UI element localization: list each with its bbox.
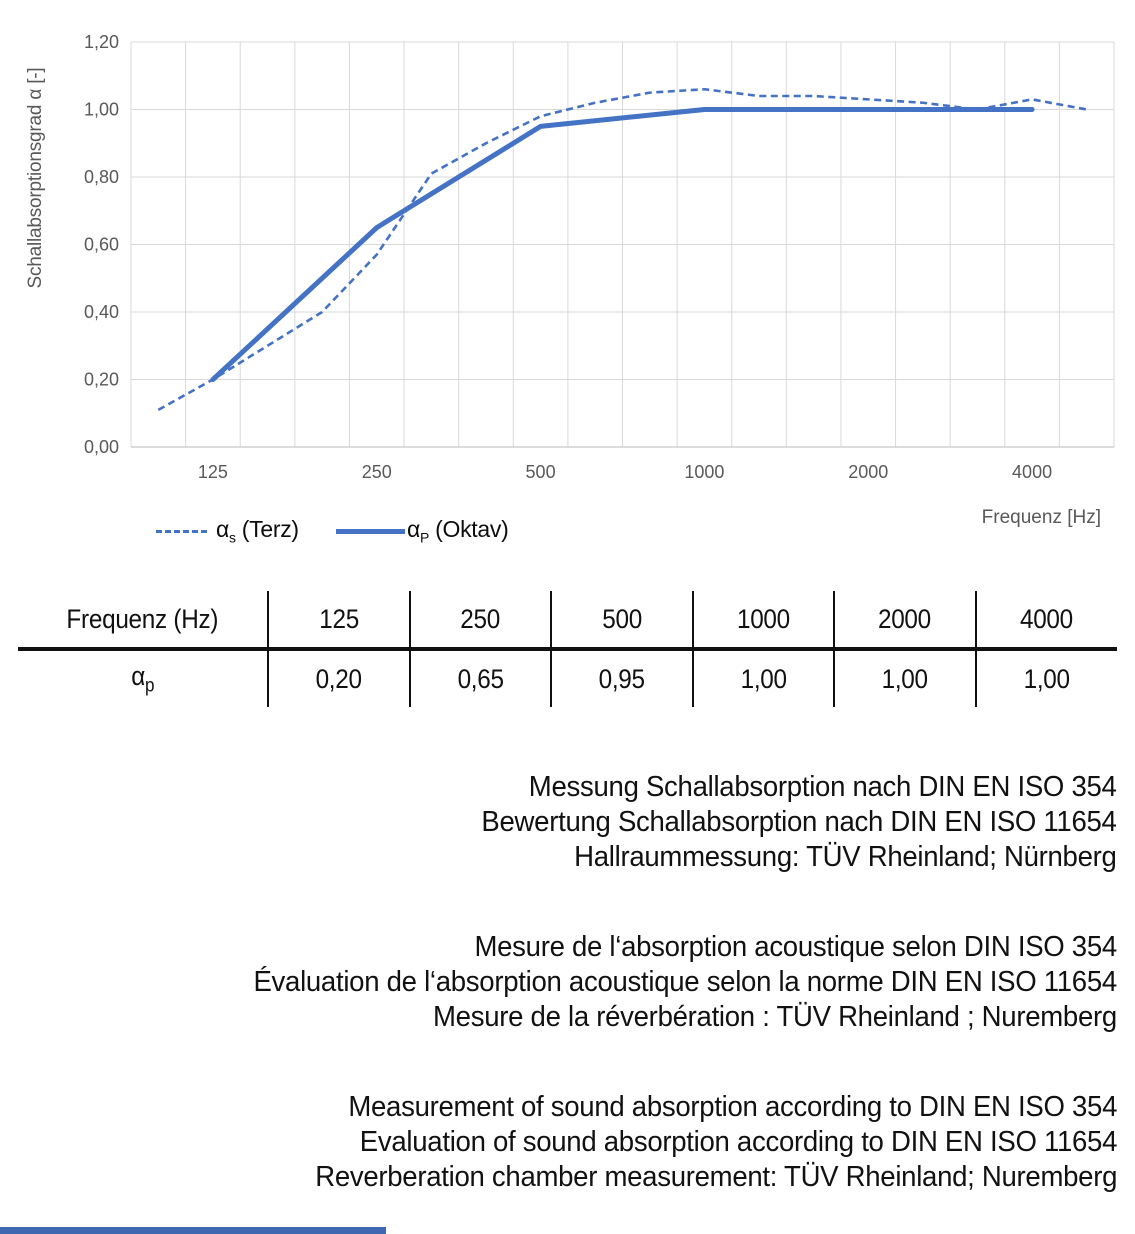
footer-accent-bar bbox=[0, 1227, 386, 1234]
svg-text:1,20: 1,20 bbox=[83, 32, 119, 52]
table-value-500: 0,95 bbox=[551, 649, 693, 707]
note-line: Messung Schallabsorption nach DIN EN ISO 354 bbox=[529, 771, 1117, 803]
table-row-label-alpha-p: $\alpha_p$ bbox=[130, 660, 155, 697]
table-header-row bbox=[18, 591, 1117, 649]
table-value-250: 0,65 bbox=[410, 649, 552, 707]
legend-item-oktav bbox=[336, 514, 508, 548]
svg-text:0,40: 0,40 bbox=[83, 302, 119, 322]
note-line: Mesure de la réverbération : TÜV Rheinland ; Nuremberg bbox=[433, 1001, 1117, 1033]
svg-text:250: 250 bbox=[361, 462, 392, 482]
legend-label-terz: $\alpha_s$ (Terz) bbox=[216, 516, 299, 546]
svg-text:0,60: 0,60 bbox=[83, 234, 119, 255]
absorption-chart-plot bbox=[0, 0, 1135, 500]
gridlines bbox=[131, 42, 1114, 447]
solid-line-swatch bbox=[336, 529, 405, 534]
legend-item-terz bbox=[156, 514, 299, 548]
svg-text:0,00: 0,00 bbox=[83, 437, 119, 457]
svg-text:500: 500 bbox=[525, 462, 556, 482]
table-value-125: 0,20 bbox=[268, 649, 410, 707]
note-line: Measurement of sound absorption according to DIN EN ISO 354 bbox=[348, 1091, 1117, 1123]
table-value-2000: 1,00 bbox=[834, 649, 976, 707]
svg-text:125: 125 bbox=[197, 462, 228, 482]
svg-text:1,00: 1,00 bbox=[83, 99, 119, 120]
table-header-4000: 4000 bbox=[976, 591, 1118, 649]
note-line: Reverberation chamber measurement: TÜV Rheinland; Nuremberg bbox=[315, 1161, 1117, 1193]
note-block-english bbox=[273, 1090, 1117, 1195]
table-header-500: 500 bbox=[551, 591, 693, 649]
note-line: Évaluation de l‘absorption acoustique selon la norme DIN EN ISO 11654 bbox=[253, 966, 1117, 998]
note-line: Bewertung Schallabsorption nach DIN EN ISO 11654 bbox=[481, 806, 1117, 838]
y-axis-tick-labels bbox=[84, 32, 119, 457]
table-header-frequency: Frequenz (Hz) bbox=[18, 591, 268, 649]
note-block-german bbox=[448, 770, 1117, 875]
svg-text:0,20: 0,20 bbox=[83, 369, 119, 390]
note-line: Mesure de l‘absorption acoustique selon DIN ISO 354 bbox=[474, 931, 1117, 963]
x-axis-tick-labels bbox=[198, 462, 1052, 482]
svg-text:0,80: 0,80 bbox=[83, 167, 119, 187]
table-header-250: 250 bbox=[410, 591, 552, 649]
svg-text:2000: 2000 bbox=[848, 462, 889, 482]
chart-legend bbox=[0, 514, 1135, 548]
note-line: Hallraummessung: TÜV Rheinland; Nürnberg bbox=[574, 841, 1117, 873]
note-line: Evaluation of sound absorption according to DIN EN ISO 11654 bbox=[359, 1126, 1117, 1158]
y-axis-title: Schallabsorptionsgrad α [-] bbox=[25, 67, 46, 289]
legend-label-oktav: $\alpha_P$ (Oktav) bbox=[407, 516, 509, 546]
table-header-125: 125 bbox=[268, 591, 410, 649]
table-header-2000: 2000 bbox=[834, 591, 976, 649]
x-axis-title: Frequenz [Hz] bbox=[981, 507, 1101, 528]
table-value-row bbox=[18, 649, 1117, 707]
table-header-1000: 1000 bbox=[693, 591, 835, 649]
note-block-french bbox=[208, 930, 1117, 1035]
table-value-4000: 1,00 bbox=[976, 649, 1118, 707]
absorption-table bbox=[18, 591, 1117, 707]
table-value-1000: 1,00 bbox=[693, 649, 835, 707]
dashed-line-swatch bbox=[156, 530, 207, 533]
svg-text:1000: 1000 bbox=[684, 462, 725, 482]
svg-text:4000: 4000 bbox=[1012, 462, 1053, 482]
